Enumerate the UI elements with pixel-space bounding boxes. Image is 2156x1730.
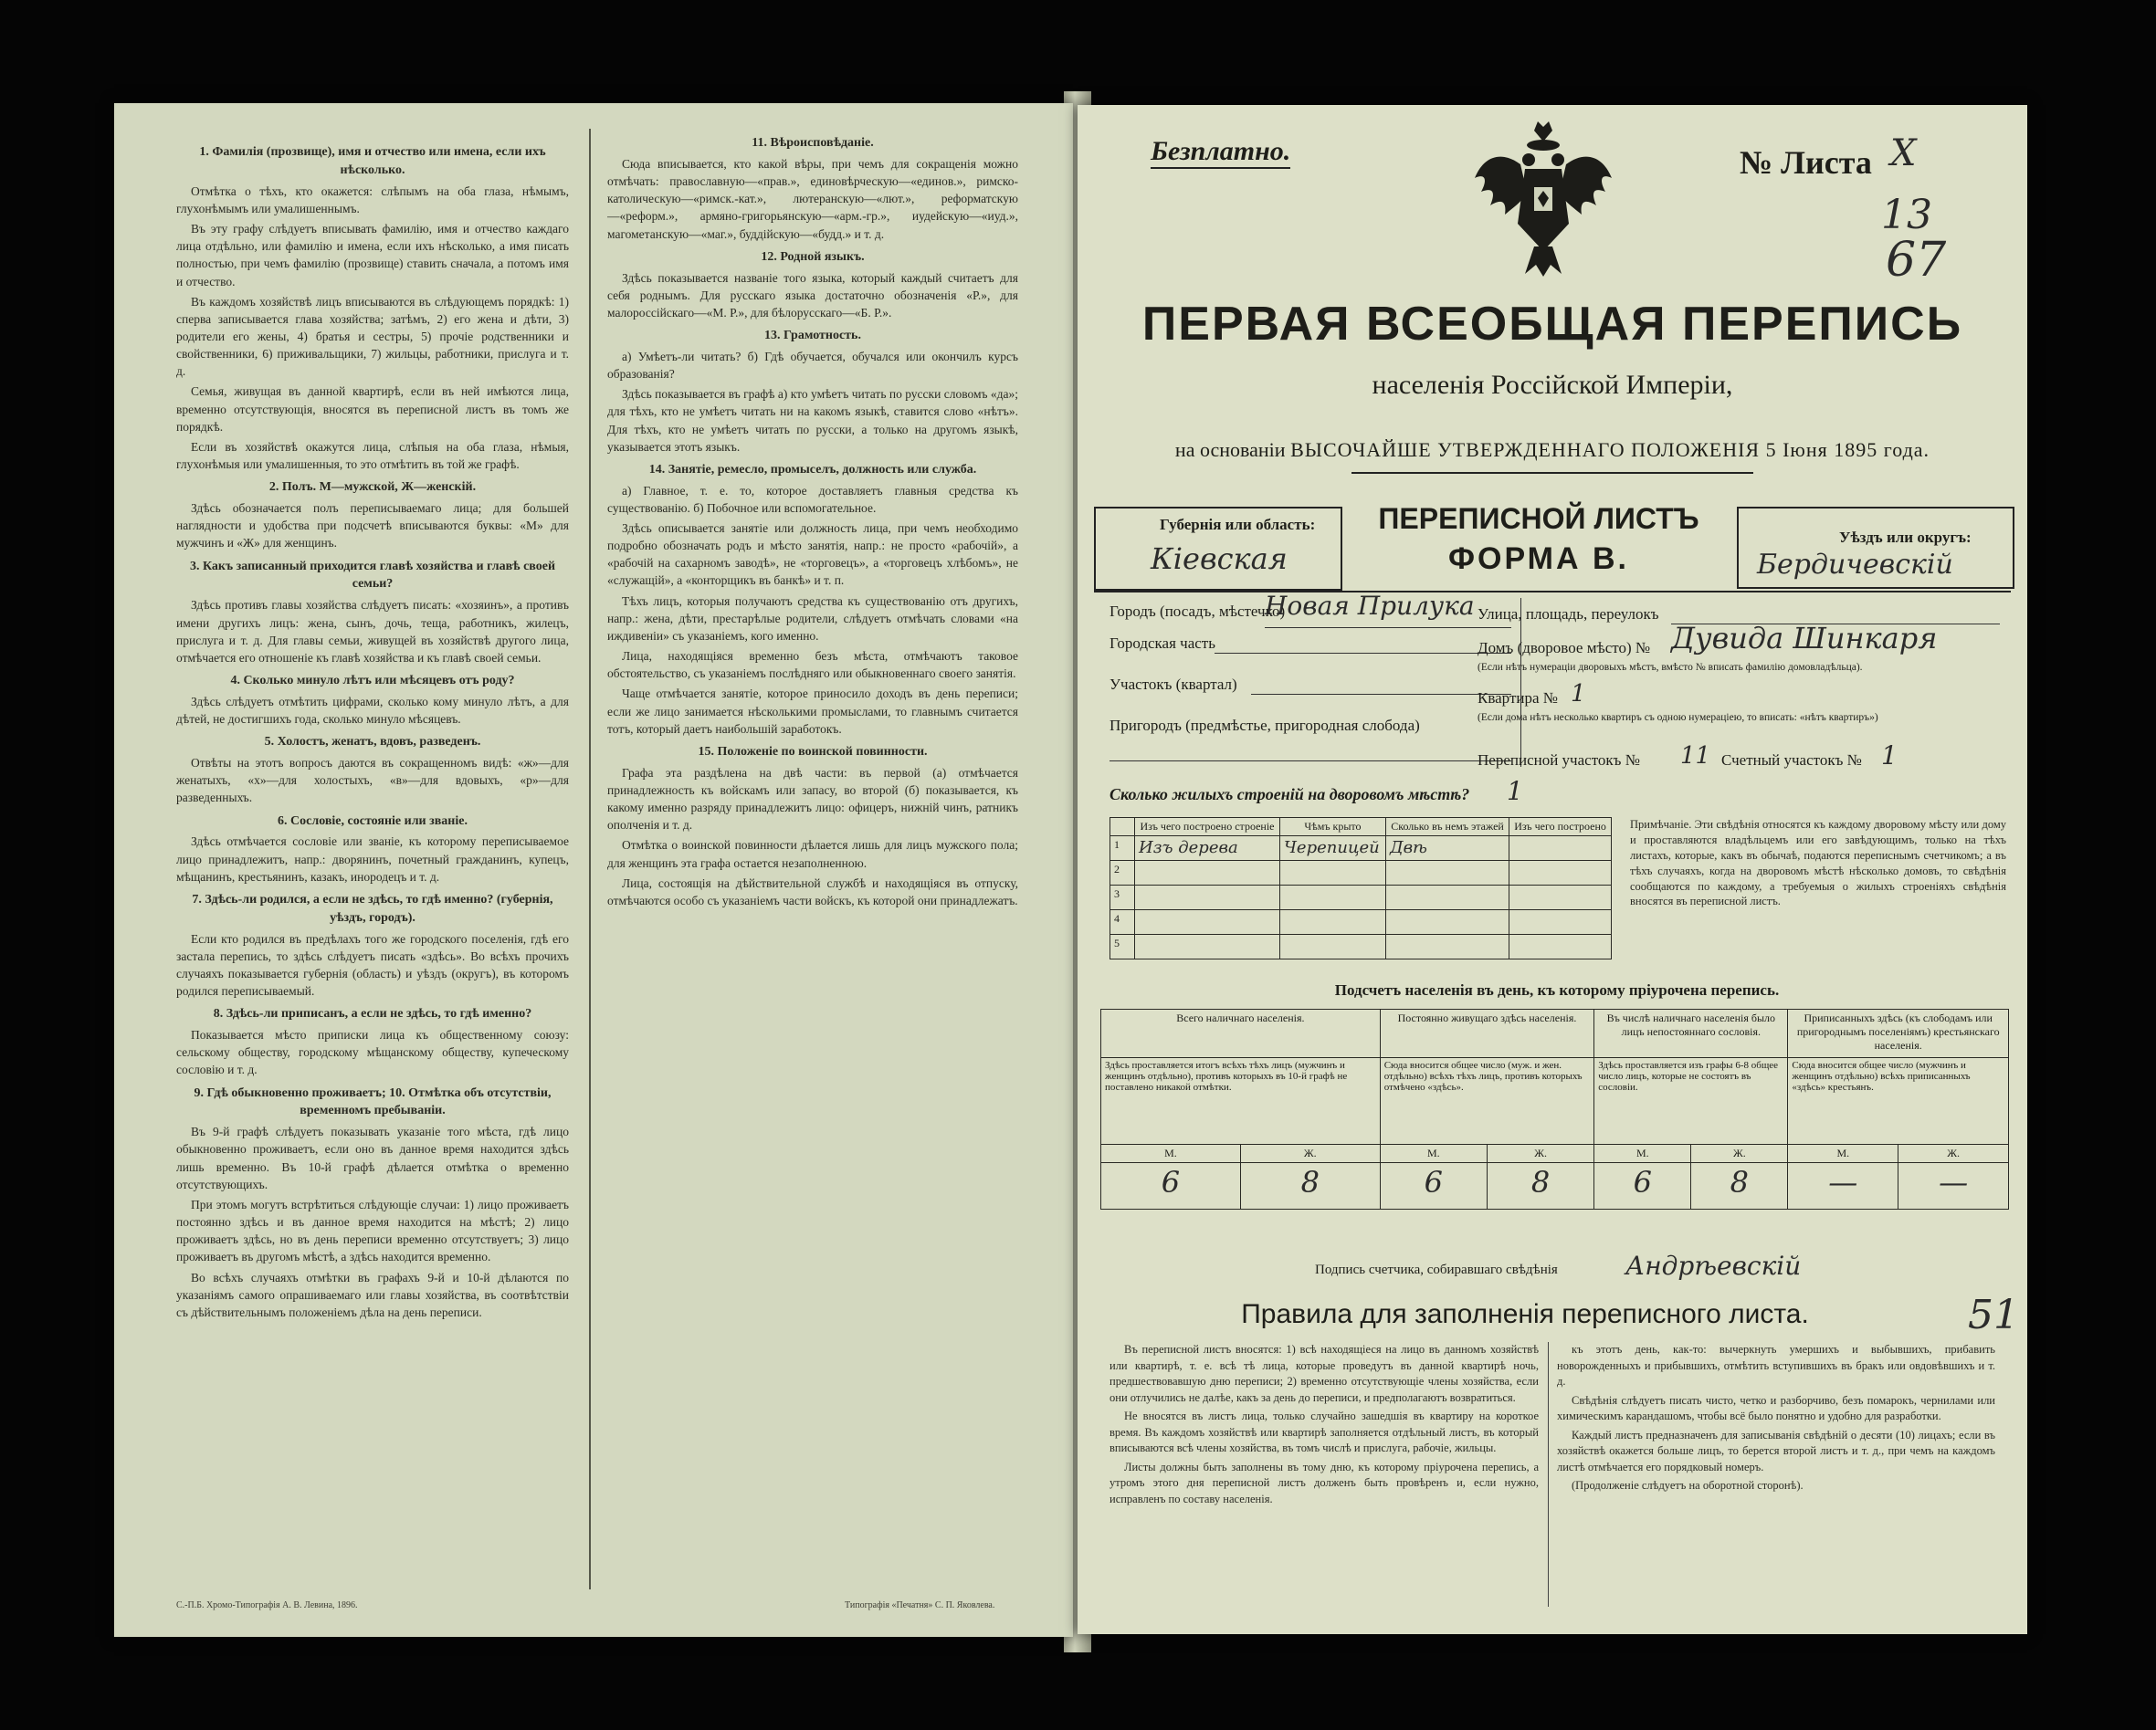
row-number-cell: 4 xyxy=(1110,910,1135,935)
buildings-row xyxy=(1110,836,1612,861)
female-column-label: Ж. xyxy=(1691,1145,1788,1163)
count-description: Сюда вносится общее число (мужчинъ и женщинъ отдѣльно) всѣхъ приписанныхъ «здѣсь» крестьянъ. xyxy=(1788,1058,2009,1145)
city-part-line[interactable] xyxy=(1215,653,1511,654)
instruction-heading: 5. Холостъ, женатъ, вдовъ, разведенъ. xyxy=(264,735,481,750)
instruction-heading: 11. Вѣроисповѣданіе. xyxy=(752,136,874,150)
instruction-heading: 8. Здѣсь-ли приписанъ, а если не здѣсь, то гдѣ именно? xyxy=(213,1007,532,1022)
floor-count-cell[interactable] xyxy=(1385,886,1509,910)
house-value[interactable]: Дувида Шинкаря xyxy=(1671,621,1938,655)
female-column-label: Ж. xyxy=(1487,1145,1593,1163)
male-count-cell[interactable]: 6 xyxy=(1594,1163,1691,1210)
city-line xyxy=(1265,627,1511,628)
gubernia-label: Губернія или область: xyxy=(1160,516,1316,533)
sheet-type-label: ПЕРЕПИСНОЙ ЛИСТЪ xyxy=(1378,502,1699,535)
rules-paragraph: Не вносятся въ листъ лица, только случайно зашедшія въ квартиру на короткое время. Въ каждомъ хозяйствѣ или квартирѣ заполняется отдѣльный листъ, въ который вписываются всѣ члены хозяйства, въ томъ числѣ и прислуга, рабочіе, жильцы. xyxy=(1110,1410,1539,1454)
male-count-cell[interactable]: — xyxy=(1788,1163,1898,1210)
female-count-cell[interactable]: 8 xyxy=(1691,1163,1788,1210)
legal-basis xyxy=(1114,438,1991,462)
instruction-paragraph: Въ каждомъ хозяйствѣ лицъ вписываются въ слѣдующемъ порядкѣ: 1) сперва записывается глава хозяйства; затѣмъ, 2) его жена и дѣти, 3) родители его жены, 4) братья и сестры, 5) прочіе родственники и свойственники, 6) приживальщики, 7) жильцы, работники, прислуга и т. д. xyxy=(176,294,569,379)
population-count-table xyxy=(1100,1009,2009,1210)
gubernia-box xyxy=(1094,507,1342,591)
instruction-heading: 12. Родной языкъ. xyxy=(761,249,865,264)
male-count-cell[interactable]: 6 xyxy=(1101,1163,1241,1210)
row-number-cell: 1 xyxy=(1110,836,1135,861)
city-label: Городъ (посадъ, мѣстечко) xyxy=(1110,603,1286,620)
instruction-paragraph: Если въ хозяйствѣ окажутся лица, слѣпыя на оба глаза, нѣмыя, глухонѣмыя или умалишенныя, то это отмѣтить въ той же графѣ. xyxy=(176,439,569,472)
legal-basis-text: ВЫСОЧАЙШЕ УТВЕРЖДЕННАГО ПОЛОЖЕНІЯ 5 Іюня 1895 года. xyxy=(1290,438,1930,461)
instruction-heading: 2. Полъ. М—мужской, Ж—женскій. xyxy=(268,480,477,495)
instruction-paragraph: Въ эту графу слѣдуетъ вписывать фамилію, имя и отчество каждаго лица отдѣльно, или фамилію и имена, если ихъ нѣсколько, а имя писать полностью, при чемъ фамилію (прозвище) ставить сначала, а потомъ имя и отчество. xyxy=(176,222,569,288)
rules-paragraph: Каждый листъ предназначенъ для записыванія свѣдѣній о десяти (10) лицахъ; если въ хозяйствѣ окажется больше лицъ, то берется второй листъ и т. д., при чемъ на каждомъ листѣ отмѣчается его порядковый номеръ. xyxy=(1557,1428,1995,1473)
buildings-header-floors: Сколько въ немъ этажей xyxy=(1385,818,1509,836)
instruction-heading: 13. Грамотность. xyxy=(764,329,861,342)
row-number-cell: 5 xyxy=(1110,935,1135,959)
rules-paragraph: Листы должны быть заполнены въ тому дню, къ которому пріурочена перепись, а утромъ этого дня переписной листъ долженъ быть провѣренъ и, если нужно, исправленъ по составу населенія. xyxy=(1110,1460,1539,1505)
female-column-label: Ж. xyxy=(1240,1145,1380,1163)
building-material-cell[interactable] xyxy=(1135,910,1280,935)
suburb-label: Пригородъ (предмѣстье, пригородная слобода) xyxy=(1110,717,1420,734)
instruction-paragraph: Отмѣтка о воинской повинности дѣлается лишь для лицъ мужского пола; для женщинъ эта графа остается незаполненною. xyxy=(607,838,1018,870)
printer-footer-right: Типографія «Печатня» С. П. Яковлева. xyxy=(845,1600,995,1610)
buildings-row xyxy=(1110,935,1612,959)
suburb-line[interactable] xyxy=(1110,760,1511,761)
apartment-value[interactable]: 1 xyxy=(1571,680,1586,708)
instruction-paragraph: Здѣсь показывается въ графѣ а) кто умѣетъ читать по русски словомъ «да»; для тѣхъ, кто не умѣетъ читать ни на какомъ языкѣ, ставится слово «нѣтъ». Для тѣхъ, кто не умѣетъ читать по русски, а только на другомъ языкѣ, указывается этотъ языкъ. xyxy=(607,387,1018,454)
instruction-heading: 4. Сколько минуло лѣтъ или мѣсяцевъ отъ роду? xyxy=(230,673,515,687)
roof-material-cell[interactable] xyxy=(1280,861,1386,886)
female-column-label: Ж. xyxy=(1898,1145,2009,1163)
street-label: Улица, площадь, переулокъ xyxy=(1478,605,1659,623)
instruction-paragraph: Чаще отмѣчается занятіе, которое приносило доходъ въ день переписи; если же лицо занимается нѣсколькими промыслами, то главнымъ считается тотъ, который даетъ наибольшій заработокъ. xyxy=(607,687,1018,736)
instruction-paragraph: Показывается мѣсто приписки лица къ общественному союзу: сельскому обществу, городскому мѣщанскому обществу, купеческому сословію и т. д. xyxy=(176,1028,569,1077)
roof-material-cell[interactable] xyxy=(1280,910,1386,935)
instruction-paragraph: Въ 9-й графѣ слѣдуетъ показывать указаніе того мѣста, гдѣ лицо обыкновенно проживаетъ, если оно въ данное время находится здѣсь лишь временно. Въ 10-й графѣ дѣлается отмѣтка о временно отсутствующихъ. xyxy=(176,1125,569,1191)
instruction-paragraph: Здѣсь описывается занятіе или должность лица, при чемъ необходимо подробно обозначать родъ и мѣсто занятія, напр.: не просто «рабочій», а «рабочій на сахарномъ заводѣ», не «торговецъ», а «торговецъ хлѣбомъ», не «служащій», а «конторщикъ въ банкѣ» и т. п. xyxy=(607,521,1018,588)
buildings-header-extra: Изъ чего построено xyxy=(1509,818,1612,836)
count-title: Подсчетъ населенія въ день, къ которому пріурочена перепись. xyxy=(1334,981,1780,999)
rules-column-right xyxy=(1557,1342,1995,1607)
instruction-heading: 7. Здѣсь-ли родился, а если не здѣсь, то гдѣ именно? (губернія, уѣздъ, городъ). xyxy=(192,892,553,925)
buildings-header-roof: Чѣмъ крыто xyxy=(1280,818,1386,836)
count-header: Всего наличнаго населенія. xyxy=(1101,1010,1381,1058)
roof-material-cell[interactable] xyxy=(1280,886,1386,910)
uezd-box xyxy=(1737,507,2014,589)
floor-count-cell[interactable] xyxy=(1385,935,1509,959)
instruction-paragraph: Лица, находящіяся временно безъ мѣста, отмѣчаютъ таковое обстоятельство, съ указаніемъ послѣдняго или обыкновеннаго своего занятія. xyxy=(607,649,1018,681)
instruction-paragraph: а) Главное, т. е. то, которое доставляетъ главныя средства къ существованію. б) Побочное или вспомогательное. xyxy=(607,483,1018,515)
count-description: Сюда вносится общее число (муж. и жен. отдѣльно) всѣхъ тѣхъ лицъ, противъ которыхъ отмѣчено «здѣсь». xyxy=(1380,1058,1594,1145)
count-header: Постоянно живущаго здѣсь населенія. xyxy=(1380,1010,1594,1058)
instruction-heading: 1. Фамилія (прозвище), имя и отчество или имена, если ихъ нѣсколько. xyxy=(199,145,546,177)
uezd-label: Уѣздъ или округъ: xyxy=(1839,529,1972,546)
rules-divider xyxy=(1548,1342,1549,1607)
census-subtitle: населенія Россійской Имперіи, xyxy=(1372,370,1733,400)
imperial-eagle-emblem xyxy=(1470,114,1616,278)
buildings-row xyxy=(1110,886,1612,910)
signature-label: Подпись счетчика, собиравшаго свѣдѣнія xyxy=(1315,1263,1558,1277)
instruction-paragraph: Здѣсь слѣдуетъ отмѣтить цифрами, сколько кому минуло лѣтъ, а для дѣтей, не достигшихъ года, сколько минуло мѣсяцевъ. xyxy=(176,694,569,726)
rules-paragraph: къ этотъ день, как-то: вычеркнуть умершихъ и выбывшихъ, прибавить новорожденныхъ и прибывшихъ, отмѣтить вступившихъ въ бракъ или овдовѣвшихъ и т. д. xyxy=(1557,1343,1995,1388)
district-label: Участокъ (квартал) xyxy=(1110,676,1237,693)
instruction-paragraph: Во всѣхъ случаяхъ отмѣтки въ графахъ 9-й и 10-й дѣлаются по указаніямъ самого опрашиваемаго или главы хозяйства, въ соотвѣтствіи съ дѣйствительнымъ положеніемъ дѣла на день переписи. xyxy=(176,1270,569,1319)
instruction-paragraph: а) Умѣетъ-ли читать? б) Гдѣ обучается, обучался или окончилъ курсъ образованія? xyxy=(607,349,1018,382)
apartment-note: (Если дома нѣтъ несколько квартиръ съ одною нумераціею, то вписать: «нѣтъ квартиръ») xyxy=(1478,712,1878,723)
instruction-paragraph: Здѣсь отмѣчается сословіе или званіе, къ которому переписываемое лицо принадлежитъ, напр.: дворянинъ, почетный гражданинъ, купецъ, мѣщанинъ, крестьянинъ, казакъ, инородецъ и т. д. xyxy=(176,834,569,884)
legal-basis-prefix: на основаніи xyxy=(1174,438,1286,461)
house-note: (Если нѣтъ нумераціи дворовыхъ мѣстъ, вмѣсто № вписать фамилію домовладѣльца). xyxy=(1478,662,1863,673)
instruction-paragraph: Здѣсь противъ главы хозяйства слѣдуетъ писать: «хозяинъ», а противъ имени другихъ лицъ: жена, сынъ, дочь, теща, работникъ, жилецъ, прислуга и т. д. Для главы семьи, живущей въ хозяйствѣ другого лица, отмѣчается его отношеніе къ главѣ хозяйства и къ главѣ своей семьи. xyxy=(176,598,569,665)
uezd-value[interactable]: Бердичевскій xyxy=(1757,549,1953,581)
male-column-label: М. xyxy=(1594,1145,1691,1163)
buildings-row xyxy=(1110,861,1612,886)
census-district-value[interactable]: 11 xyxy=(1680,742,1711,770)
city-value[interactable]: Новая Прилука xyxy=(1265,591,1475,621)
count-header: Въ числѣ наличнаго населенія было лицъ непостояннаго сословія. xyxy=(1594,1010,1788,1058)
count-district-value[interactable]: 1 xyxy=(1881,740,1898,771)
buildings-label: Сколько жилыхъ строеній на дворовомъ мѣстѣ? xyxy=(1110,785,1470,803)
rules-title: Правила для заполненія переписного листа. xyxy=(1241,1299,1809,1329)
rules-paragraph: Въ переписной листъ вносятся: 1) всѣ находящіеся на лицо въ данномъ хозяйствѣ или квартирѣ, т. е. всѣ тѣ лица, которые проведутъ въ данной квартирѣ ночь, предшествовавшую дню переписи; 2) временно отсутствующіе члены хозяйства, если они отлучились не далѣе, какъ за день до переписи, и предполагаютъ возвратиться. xyxy=(1110,1343,1539,1404)
instruction-paragraph: Тѣхъ лицъ, которыя получаютъ средства къ существованію отъ другихъ, напр.: жена, дѣти, престарѣлые родители, слѣдуетъ отмѣчать словами «на иждивеніи» съ указаніемъ, кого именно. xyxy=(607,593,1018,643)
roof-material-cell[interactable] xyxy=(1280,935,1386,959)
count-description: Здѣсь проставляется итогъ всѣхъ тѣхъ лицъ (мужчинъ и женщинъ отдѣльно), противъ которыхъ въ 10-й графѣ не поставлено никакой отмѣтки. xyxy=(1101,1058,1381,1145)
instruction-heading: 9. Гдѣ обыкновенно проживаетъ; 10. Отмѣтка объ отсутствіи, временномъ пребываніи. xyxy=(194,1085,552,1118)
male-column-label: М. xyxy=(1788,1145,1898,1163)
rules-column-left xyxy=(1110,1342,1539,1607)
instructions-column-left xyxy=(176,138,569,1571)
extra-cell[interactable] xyxy=(1509,836,1612,861)
instructions-column-right xyxy=(607,129,1018,1589)
gubernia-value[interactable]: Кіевская xyxy=(1151,541,1288,576)
title-divider xyxy=(1351,472,1753,474)
census-title: ПЕРВАЯ ВСЕОБЩАЯ ПЕРЕПИСЬ xyxy=(1141,298,1963,351)
left-page xyxy=(114,103,1073,1637)
apartment-label: Квартира № xyxy=(1478,689,1559,707)
instruction-heading: 3. Какъ записанный приходится главѣ хозяйства и главѣ своей семьи? xyxy=(189,559,556,592)
instruction-paragraph: Семья, живущая въ данной квартирѣ, если въ ней имѣются лица, временно отсутствующія, вносятся въ переписной листъ въ томъ же порядкѣ. xyxy=(176,384,569,434)
female-count-cell[interactable]: 8 xyxy=(1240,1163,1380,1210)
building-material-cell[interactable]: Изъ дерева xyxy=(1135,836,1280,861)
instruction-paragraph: Графа эта раздѣлена на двѣ части: въ первой (а) отмѣчается принадлежность къ войскамъ или запасу, во второй (б) показывается, къ какому именно разряду принадлежитъ лицо: офицеръ, нижній чинъ, ратникъ ополченія и т. д. xyxy=(607,765,1018,833)
building-material-cell[interactable] xyxy=(1135,861,1280,886)
handwritten-number-top: 13 xyxy=(1881,192,1932,238)
floor-count-cell[interactable]: Двѣ xyxy=(1385,836,1509,861)
instruction-paragraph: Если кто родился въ предѣлахъ того же городского поселенія, гдѣ его застала перепись, то здѣсь слѣдуетъ писать «здѣсь». Во всѣхъ прочихъ случаяхъ показывается губернія (область) и уѣздъ (округъ), въ которомъ родился переписываемый. xyxy=(176,931,569,999)
female-count-cell[interactable]: — xyxy=(1898,1163,2009,1210)
form-label: ФОРМА В. xyxy=(1447,541,1630,576)
roof-material-cell[interactable]: Черепицей xyxy=(1280,836,1386,861)
instruction-heading: 15. Положеніе по воинской повинности. xyxy=(698,744,928,759)
male-count-cell[interactable]: 6 xyxy=(1380,1163,1487,1210)
buildings-table xyxy=(1110,817,1612,959)
instruction-paragraph: Отвѣты на этотъ вопросъ даются въ сокращенномъ видѣ: «ж»—для женатыхъ, «х»—для холостыхъ, «в»—для вдовыхъ, «р»—для разведенныхъ. xyxy=(176,756,569,805)
extra-cell[interactable] xyxy=(1509,910,1612,935)
district-line[interactable] xyxy=(1251,694,1511,695)
male-column-label: М. xyxy=(1380,1145,1487,1163)
census-district-label: Переписной участокъ № xyxy=(1478,751,1640,769)
instruction-paragraph: Отмѣтка о тѣхъ, кто окажется: слѣпымъ на оба глаза, нѣмымъ, глухонѣмымъ или умалишеннымъ. xyxy=(176,183,569,215)
printer-footer-left: С.-П.Б. Хромо-Типографія А. В. Левина, 1896. xyxy=(176,1600,358,1610)
signature-value: Андрѣевскій xyxy=(1625,1251,1802,1281)
column-divider xyxy=(589,129,591,1589)
extra-cell[interactable] xyxy=(1509,935,1612,959)
floor-count-cell[interactable] xyxy=(1385,861,1509,886)
census-form-page xyxy=(1078,105,2027,1634)
count-description: Здѣсь проставляется изъ графы 6-8 общее число лицъ, которые не состоятъ въ сословіи. xyxy=(1594,1058,1788,1145)
sheet-number-value: X xyxy=(1890,132,1917,174)
instruction-heading: 14. Занятіе, ремесло, промыселъ, должность или служба. xyxy=(648,462,977,477)
rules-paragraph: (Продолженіе слѣдуетъ на оборотной сторонѣ). xyxy=(1572,1479,1804,1492)
margin-page-number: 51 xyxy=(1968,1292,2019,1338)
row-number-cell: 2 xyxy=(1110,861,1135,886)
buildings-value[interactable]: 1 xyxy=(1507,776,1523,806)
header-rule xyxy=(1094,591,2011,592)
female-count-cell[interactable]: 8 xyxy=(1487,1163,1593,1210)
row-number-cell: 3 xyxy=(1110,886,1135,910)
rules-paragraph: Свѣдѣнія слѣдуетъ писать чисто, четко и разборчиво, безъ помарокъ, чернилами или химическимъ карандашомъ, чтобы всё было понятно и удобно для разработки. xyxy=(1557,1393,1995,1422)
extra-cell[interactable] xyxy=(1509,886,1612,910)
buildings-note: Примѣчаніе. Эти свѣдѣнія относятся къ каждому дворовому мѣсту или дому и проставляются владѣльцемъ или его завѣдующимъ, только на тѣхъ листахъ, которые, какъ въ обычаѣ, подаются переписнымъ счетчикомъ; а въ тѣхъ случаяхъ, когда на дворовомъ мѣстѣ нѣсколько домовъ, то свѣдѣнія сообщаются по каждому, а требуемыя о жилыхъ строеніяхъ свѣдѣнія вносятся въ переписной листъ. xyxy=(1630,818,2006,908)
count-header: Приписанныхъ здѣсь (къ слободамъ или пригороднымъ поселеніямъ) крестьянскаго населенія. xyxy=(1788,1010,2009,1058)
free-of-charge-label: Безплатно. xyxy=(1151,136,1290,169)
male-column-label: М. xyxy=(1101,1145,1241,1163)
city-part-label: Городская часть xyxy=(1110,634,1215,652)
handwritten-number-second: 67 xyxy=(1886,233,1947,288)
buildings-header-material: Изъ чего построено строеніе xyxy=(1135,818,1280,836)
instruction-paragraph: Здѣсь обозначается полъ переписываемаго лица; для большей наглядности и удобства при подсчетѣ вписываются буквы: «М» для мужчинъ и «Ж» для женщинъ. xyxy=(176,501,569,550)
instruction-paragraph: При этомъ могутъ встрѣтиться слѣдующіе случаи: 1) лицо проживаетъ постоянно здѣсь и въ данное время находится на мѣстѣ; 2) лицо проживаетъ здѣсь, но въ день переписи временно отсутствуетъ; 3) лицо проживаетъ въ другомъ мѣстѣ, а здѣсь находится временно. xyxy=(176,1197,569,1264)
instruction-paragraph: Лица, состоящія на дѣйствительной службѣ и находящіяся въ отпуску, отмѣчаются особо съ указаніемъ части войскъ, къ которой они принадлежатъ. xyxy=(607,875,1018,907)
floor-count-cell[interactable] xyxy=(1385,910,1509,935)
extra-cell[interactable] xyxy=(1509,861,1612,886)
instruction-paragraph: Сюда вписывается, кто какой вѣры, при чемъ для сокращенія можно отмѣчать: православную—«прав.», единовѣрческую—«единов.», римско-католическую—«римск.-кат.», лютеранскую—«лют.», реформатскую—«реформ.», армяно-григорьянскую—«арм.-гр.», иудейскую—«иуд.», магометанскую—«маг.», буддійскую—«будд.» и т. д. xyxy=(607,156,1018,241)
instruction-heading: 6. Сословіе, состояніе или званіе. xyxy=(278,813,468,828)
instruction-paragraph: Здѣсь показывается названіе того языка, который каждый считаетъ для себя роднымъ. Для русскаго языка достаточно обозначенія «Р.», для малороссійскаго—«М. Р.», для бѣлорусскаго—«Б. Р.». xyxy=(607,270,1018,320)
house-label: Домъ (дворовое мѣсто) № xyxy=(1478,639,1651,656)
building-material-cell[interactable] xyxy=(1135,886,1280,910)
building-material-cell[interactable] xyxy=(1135,935,1280,959)
buildings-row xyxy=(1110,910,1612,935)
sheet-number-label: № Листа xyxy=(1740,144,1872,181)
count-district-label: Счетный участокъ № xyxy=(1721,751,1862,769)
